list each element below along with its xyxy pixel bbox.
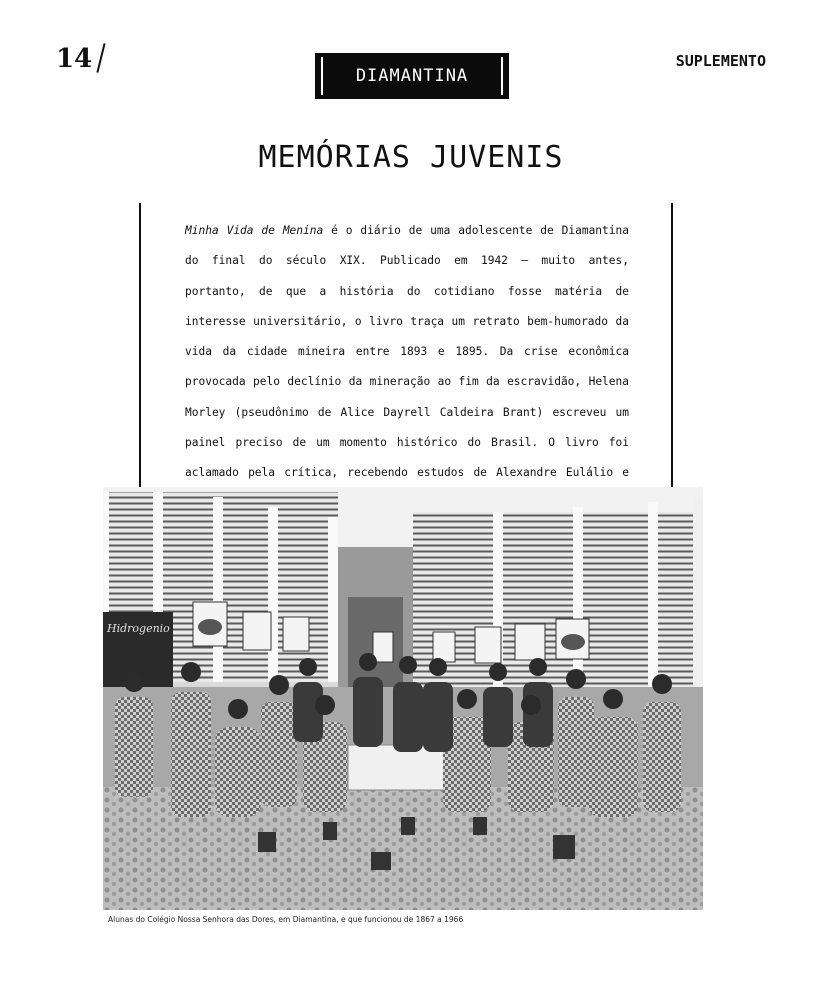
- historic-photo: [103, 487, 703, 910]
- article-body: [185, 216, 629, 519]
- photo-illustration: [103, 487, 703, 910]
- left-rule: [139, 203, 141, 488]
- page-number-slash: [97, 43, 106, 73]
- page-number: 14: [56, 44, 102, 74]
- book-title: Minha Vida de Menina: [185, 224, 324, 237]
- supplement-label: SUPLEMENTO: [675, 52, 766, 70]
- right-rule: [671, 203, 673, 488]
- blackboard-text: Hidrogenio: [107, 622, 170, 635]
- photo-caption: Alunas do Colégio Nossa Senhora das Dores, em Diamantina, e que funcionou de 1867 a 1966: [108, 915, 464, 924]
- section-label: DIAMANTINA: [355, 66, 469, 86]
- article-title: MEMÓRIAS JUVENIS: [258, 140, 564, 175]
- section-tag: [315, 53, 509, 99]
- article-body-text: é o diário de uma adolescente de Diamantina do final do século XIX. Publicado em 1942 – muito antes, portanto, de que a história do cotidiano fosse matéria de interesse universitário, o livro traça um retrato bem-humorado da vida da cidade mineira entre 1893 e 1895. Da crise econômica provocada pelo declínio da mineração ao fim da escravidão, Helena Morley (pseudônimo de Alice Dayrell Caldeira Brant) escreveu um painel preciso de um momento histórico do Brasil. O livro foi aclamado pela crítica, recebendo estudos de Alexandre Eulálio e: [185, 224, 629, 480]
